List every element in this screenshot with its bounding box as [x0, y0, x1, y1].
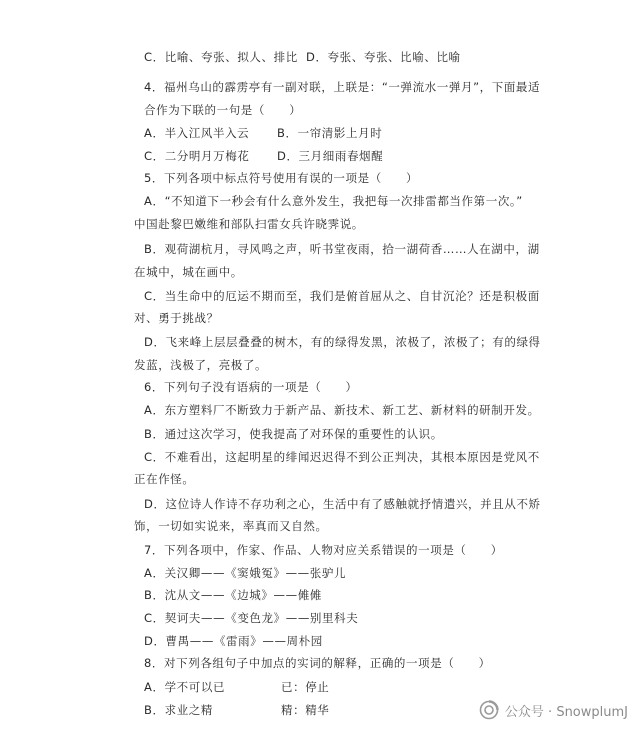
text-line: 饰，一切如实说来，率真而又自然。 — [134, 519, 328, 533]
option-a: A．学不可以已 — [144, 680, 226, 694]
text-line: D．这位诗人作诗不存功利之心，生活中有了感触就抒情遣兴，并且从不矫 — [144, 497, 541, 511]
option-b-gloss: 精：精华 — [281, 703, 330, 717]
option-c: C．比喻、夸张、拟人、排比 — [144, 50, 298, 64]
text-line — [144, 149, 384, 163]
watermark-text: 公众号 · SnowplumJ — [504, 704, 628, 720]
text-line: 正在作怪。 — [134, 472, 195, 486]
question-6: 6．下列句子没有语病的一项是（ ） — [144, 380, 358, 394]
option-d: D．三月细雨春烟醒 — [277, 149, 384, 163]
text-line: 发蓝，浅极了，亮极了。 — [134, 358, 268, 372]
option-a: A．半入江风半入云 — [144, 126, 250, 140]
text-line: 在城中，城在画中。 — [134, 265, 243, 279]
text-line: 中国赴黎巴嫩维和部队扫雷女兵许晓霁说。 — [134, 217, 364, 231]
option-c: C．二分明月万梅花 — [144, 149, 250, 163]
question-8: 8．对下列各组句子中加点的实词的解释，正确的一项是（ ） — [144, 656, 491, 670]
text-line: C．当生命中的厄运不期而至，我们是俯首屈从之、自甘沉沦？还是积极面 — [144, 289, 540, 303]
question-4: 4．福州乌山的霹雳亭有一副对联，上联是：“一弹流水一弹月”，下面最适 — [144, 80, 541, 94]
text-line — [144, 126, 383, 140]
text-line — [144, 703, 330, 717]
text-line — [144, 680, 330, 694]
option-d: D．夸张、夸张、比喻、比喻 — [306, 50, 461, 64]
wechat-official-account-icon — [479, 700, 499, 720]
watermark — [479, 700, 628, 720]
option-b: B．求业之精 — [144, 703, 213, 717]
text-line: A．“不知道下一秒会有什么意外发生，我把每一次排雷都当作第一次。” — [144, 194, 523, 208]
question-5: 5．下列各项中标点符号使用有误的一项是（ ） — [144, 171, 419, 185]
text-line: A．东方塑料厂不断致力于新产品、新技术、新工艺、新材料的研制开发。 — [144, 403, 540, 417]
text-line: D．曹禺——《雷雨》——周朴园 — [144, 634, 323, 648]
option-b: B．一帘清影上月时 — [277, 126, 383, 140]
text-line: C．不难看出，这起明星的绯闻迟迟得不到公正判决，其根本原因是党风不 — [144, 450, 540, 464]
text-line: C．契诃夫——《变色龙》——别里科夫 — [144, 611, 359, 625]
text-line: 合作为下联的一句是（ ） — [144, 103, 302, 117]
text-line: B．沈从文——《边城》——傩傩 — [144, 588, 322, 602]
text-line: D．飞来峰上层层叠叠的树木，有的绿得发黑，浓极了，浓极了；有的绿得 — [144, 335, 541, 349]
question-7: 7．下列各项中，作家、作品、人物对应关系错误的一项是（ ） — [144, 543, 503, 557]
text-line: 对、勇于挑战？ — [134, 311, 219, 325]
text-line — [144, 50, 461, 64]
text-line: B．通过这次学习，使我提高了对环保的重要性的认识。 — [144, 427, 443, 441]
text-line: A．关汉卿——《窦娥冤》——张驴儿 — [144, 566, 347, 580]
option-a-gloss: 已：停止 — [281, 680, 330, 694]
text-line: B．观荷湖杭月，寻风鸣之声，听书堂夜雨，拾一湖荷香……人在湖中，湖 — [144, 242, 540, 256]
